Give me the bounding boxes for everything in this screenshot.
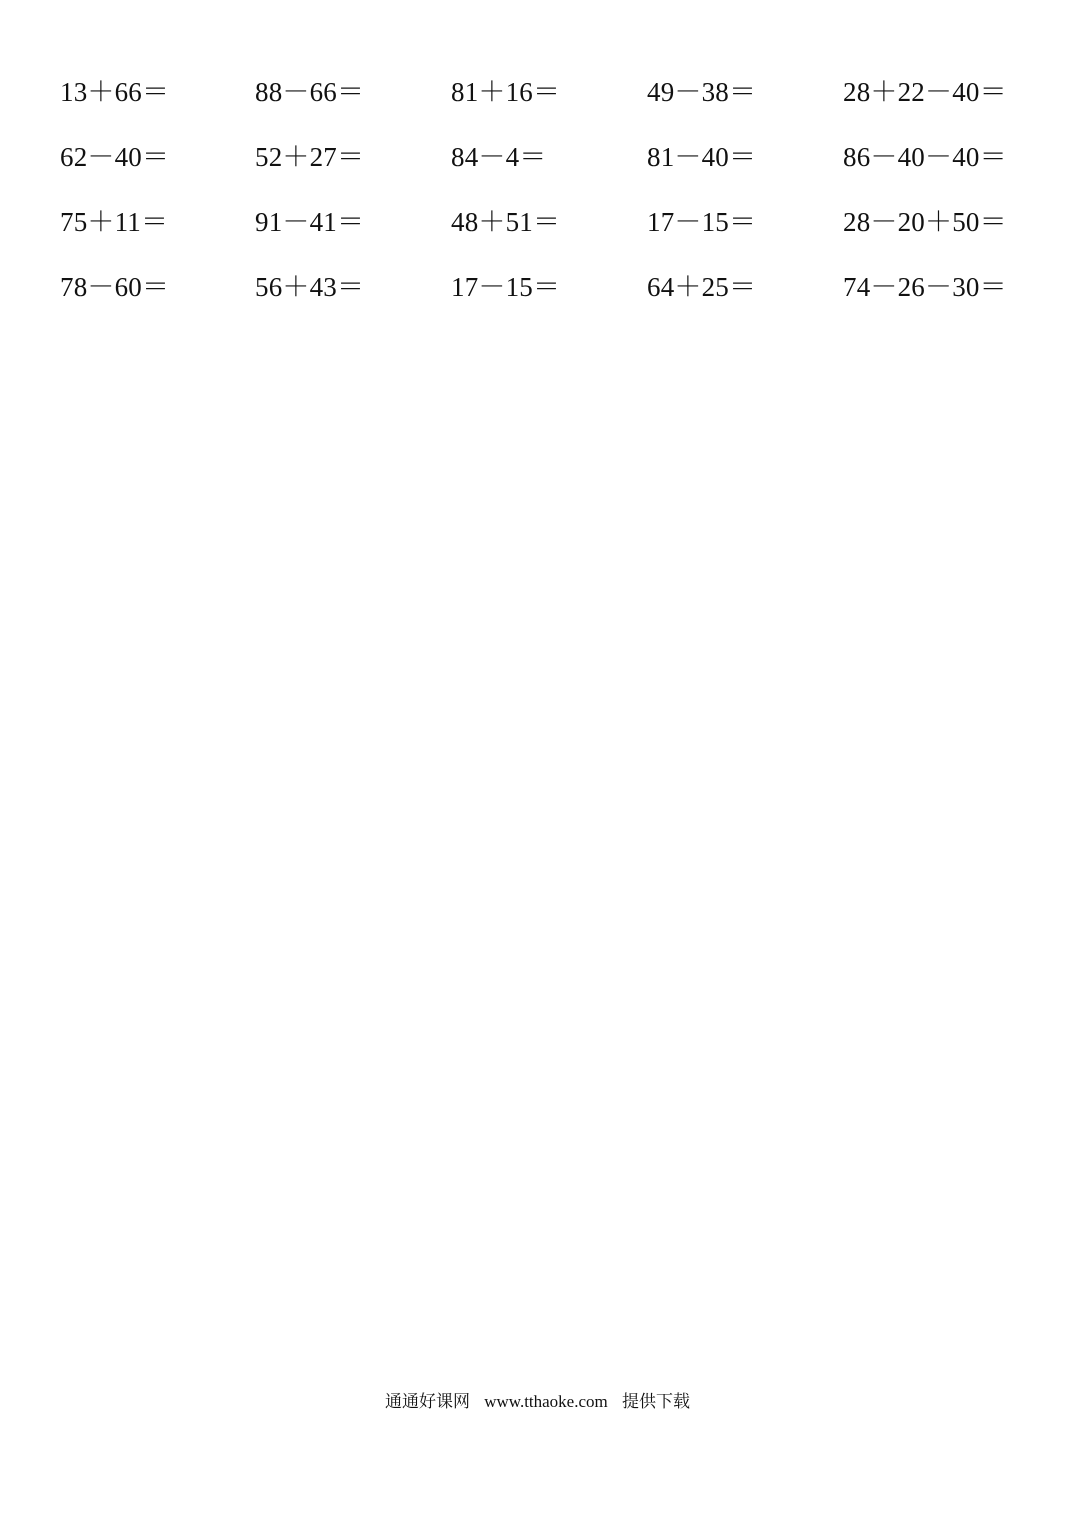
problem: 56＋43＝ — [255, 272, 365, 302]
problem-row — [0, 137, 1075, 177]
problem-row — [0, 72, 1075, 112]
footer-suffix: 提供下载 — [622, 1392, 691, 1411]
problem: 17－15＝ — [647, 207, 757, 237]
problem: 81－40＝ — [647, 142, 757, 172]
problem-row — [0, 267, 1075, 307]
problem: 49－38＝ — [647, 77, 757, 107]
problem: 62－40＝ — [60, 142, 170, 172]
problem: 75＋11＝ — [60, 207, 169, 237]
problem: 86－40－40＝ — [843, 142, 1007, 172]
footer-site-name: 通通好课网 — [384, 1392, 470, 1411]
problem: 74－26－30＝ — [843, 272, 1007, 302]
problem: 81＋16＝ — [451, 77, 561, 107]
problem: 13＋66＝ — [60, 77, 170, 107]
problem: 78－60＝ — [60, 272, 170, 302]
footer-url: www.tthaoke.com — [484, 1392, 608, 1411]
page-footer — [0, 1388, 1075, 1416]
problem: 84－4＝ — [451, 142, 547, 172]
problem: 28－20＋50＝ — [843, 207, 1007, 237]
problem: 88－66＝ — [255, 77, 365, 107]
problem: 64＋25＝ — [647, 272, 757, 302]
problem-row — [0, 202, 1075, 242]
problem: 17－15＝ — [451, 272, 561, 302]
problem: 28＋22－40＝ — [843, 77, 1007, 107]
problem: 52＋27＝ — [255, 142, 365, 172]
problem: 48＋51＝ — [451, 207, 561, 237]
problem: 91－41＝ — [255, 207, 365, 237]
